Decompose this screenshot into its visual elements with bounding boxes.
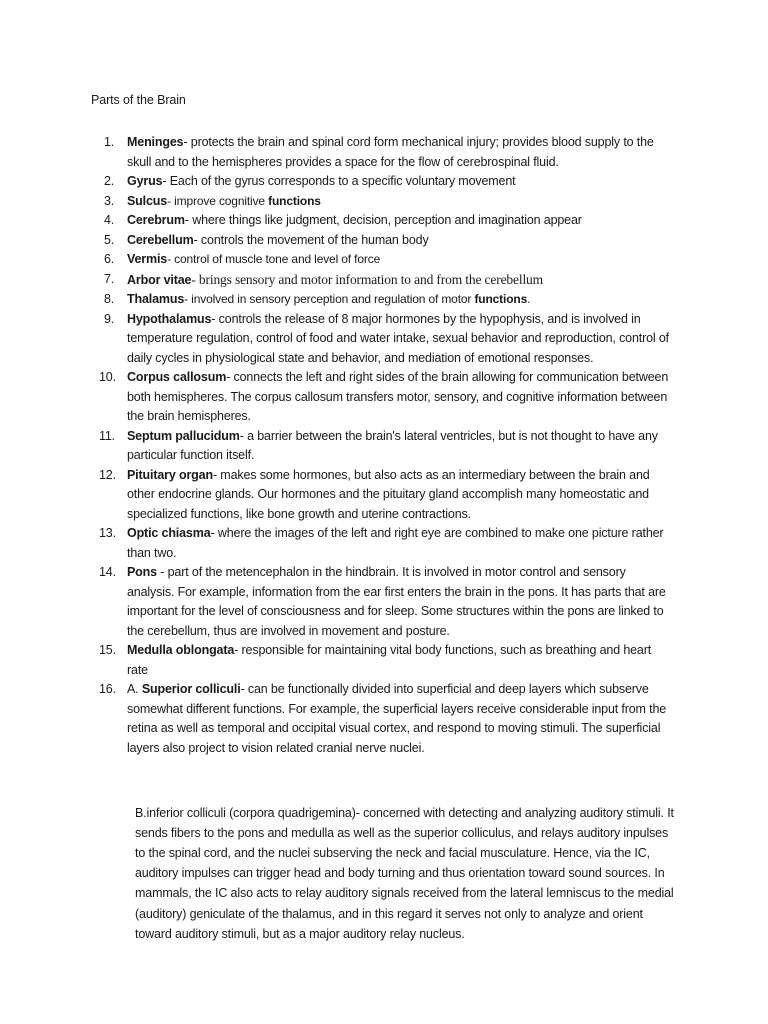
list-item-corpus-callosum [0,368,672,427]
item-term: Thalamus [127,292,185,306]
item-term: Septum pallucidum [127,428,240,443]
item-term: Cerebrum [127,213,185,227]
list-item-hypothalamus [0,310,672,369]
list-item-meninges [0,133,672,172]
list-item-sulcus [0,192,672,212]
list-item-superior-colliculi [0,680,672,758]
item-description: - control of muscle tone and level of force [167,252,381,266]
item-number: 12. [99,467,116,482]
item-number: 8. [104,292,115,306]
item-term: Corpus callosum [127,370,227,384]
item-number: 10. [99,370,116,384]
item-number: 5. [104,232,115,247]
item-term: Optic chiasma [127,526,211,540]
list-item-medulla-oblongata [0,641,672,680]
list-item-vermis [0,250,672,270]
item-number: 7. [104,271,115,286]
item-term: Arbor vitae [127,272,192,287]
item-description: - brings sensory and motor information to and from the cerebellum [191,271,544,287]
item-number: 15. [99,643,116,657]
item-description: - can be functionally divided into superficial and deep layers which subserve somewhat different functions. For example, the superficial layers receive considerable input from the retina as well as temporal and occipital visual cortex, and respond to moving stimuli. The superficial layers also project to vision related cranial nerve nuclei. [127,682,667,755]
item-description: - makes some hormones, but also acts as an intermediary between the brain and other endocrine glands. Our hormones and the pituitary gland accomplish many homeostatic and specialized functions, like bone growth and uterine contractions. [127,467,650,521]
item-term: Hypothalamus [127,311,212,326]
document-title: Parts of the Brain [91,93,186,107]
item-term: Superior colliculi [141,682,241,696]
item-number: 3. [104,193,115,208]
item-description: - a barrier between the brain's lateral ventricles, but is not thought to have any particular function itself. [127,428,658,462]
item-term: Vermis [127,252,168,266]
item-description: - part of the metencephalon in the hindbrain. It is involved in motor control and sensory analysis. For example, information from the ear first enters the brain in the pons. It has parts that are important for the level of consciousness and for sleep. Some structures within the pons are linked to the cerebellum, thus are involved in movement and posture. [127,565,666,638]
inferior-colliculi-term: B.inferior colliculi [135,805,226,820]
list-item-septum-pallucidum [0,427,672,466]
item-description: - protects the brain and spinal cord form mechanical injury; provides blood supply to the skull and to the hemispheres provides a space for the flow of cerebrospinal fluid. [127,135,654,169]
item-description: - where the images of the left and right eye are combined to make one picture rather than two. [127,526,664,560]
item-number: 11. [99,428,115,443]
item-prefix: A. [127,682,142,696]
item-description: - connects the left and right sides of the brain allowing for communication between both hemispheres. The corpus callosum transfers motor, sensory, and cognitive information between the brain hemispheres. [127,370,669,423]
item-number: 13. [99,526,116,540]
item-term: Pons [127,565,157,579]
item-number: 2. [104,174,115,188]
list-item-thalamus [0,290,672,310]
item-term: Cerebellum [127,232,194,247]
item-description: - controls the release of 8 major hormones by the hypophysis, and is involved in temperature regulation, control of food and water intake, sexual behavior and reproduction, control of daily cycles in physiological state and behavior, and mediation of emotional responses. [127,311,669,365]
item-term: Medulla oblongata [127,643,235,657]
item-description-tail: . [527,292,531,306]
item-number: 6. [104,252,115,266]
list-item-cerebrum [0,211,672,231]
item-description: - responsible for maintaining vital body functions, such as breathing and heart rate [127,643,652,677]
item-number: 1. [104,135,115,149]
item-number: 4. [104,213,115,227]
item-description: - involved in sensory perception and regulation of motor [184,292,475,306]
list-item-cerebellum [0,231,672,251]
item-term: Sulcus [127,193,168,208]
item-description-bold: functions [474,292,528,306]
item-description: - improve cognitive [167,193,269,208]
list-item-optic-chiasma [0,524,672,563]
item-number: 16. [99,682,116,696]
list-item-gyrus [0,172,672,192]
list-item-arbor-vitae [0,270,672,291]
list-item-pituitary-organ [0,466,672,525]
item-term: Gyrus [127,174,163,188]
inferior-colliculi-paragraph [135,803,675,944]
item-description: - where things like judgment, decision, perception and imagination appear [184,213,582,227]
brain-parts-list [0,133,768,758]
item-term: Meninges [127,135,184,149]
item-description-bold: functions [268,193,321,208]
item-description: - Each of the gyrus corresponds to a specific voluntary movement [162,174,516,188]
inferior-colliculi-description: (corpora quadrigemina)- concerned with detecting and analyzing auditory stimuli. It sends fibers to the pons and medulla as well as the superior colliculus, and relays auditory inpulses to the spinal cord, and the nuclei subserving the neck and facial musculature. Hence, via the IC, auditory impulses can trigger head and body turning and thus orientation toward sound sources. In mammals, the IC also acts to relay auditory signals received from the lateral lemniscus to the medial (auditory) geniculate of the thalamus, and in this regard it serves not only to analyze and orient toward auditory stimuli, but as a major auditory relay nucleus. [135,805,674,941]
item-description: - controls the movement of the human body [193,232,429,247]
item-number: 14. [99,565,116,579]
item-number: 9. [104,311,115,326]
list-item-pons [0,563,672,641]
item-term: Pituitary organ [127,467,213,482]
